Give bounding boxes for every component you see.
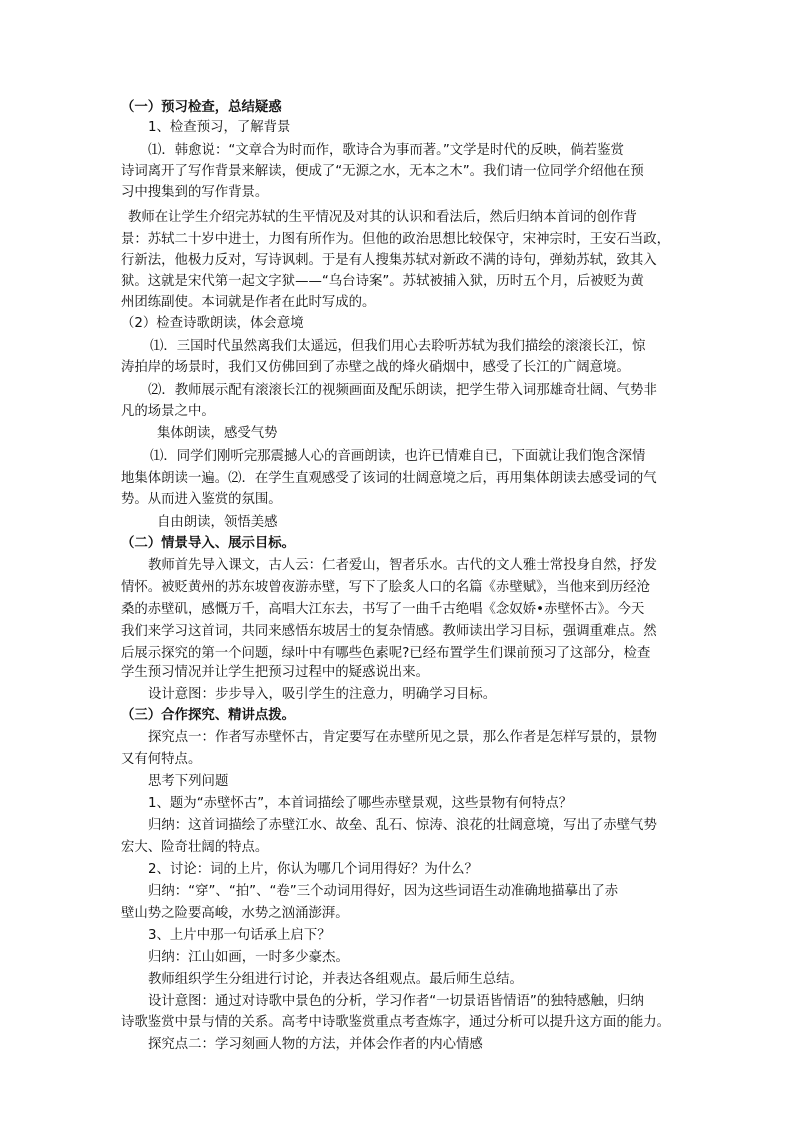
paragraph-line: 教师组织学生分组进行讨论，并表达各组观点。最后师生总结。 [148, 972, 523, 987]
subheading: 1、检查预习，了解背景 [148, 120, 291, 135]
section-heading-1: （一）预习检查，总结疑惑 [121, 100, 282, 115]
paragraph-line: 景：苏轼二十岁中进士，力图有所作为。但他的政治思想比较保守，宋神宗时，王安石当政， [121, 232, 671, 247]
paragraph-line: 凡的场景之中。 [121, 404, 215, 419]
paragraph-line: 我们来学习这首词，共同来感悟东坡居士的复杂情感。教师读出学习目标，强调重难点。然 [121, 624, 657, 639]
subheading: （2）检查诗歌朗读，体会意境 [121, 316, 304, 331]
paragraph-line: 学生预习情况并让学生把预习过程中的疑惑说出来。 [121, 665, 429, 680]
paragraph-line: 设计意图：步步导入，吸引学生的注意力，明确学习目标。 [148, 687, 497, 702]
paragraph-line: 教师首先导入课文，古人云：仁者爱山，智者乐水。古代的文人雅士常投身自然，抒发 [148, 558, 657, 573]
paragraph-line: 地集体朗读一遍。⑵．在学生直观感受了该词的壮阔意境之后，再用集体朗读去感受词的气 [121, 471, 657, 486]
subheading: 集体朗读，感受气势 [157, 426, 278, 441]
paragraph-line: 桑的赤壁矶，感慨万千，高唱大江东去，书写了一曲千古绝唱《念奴娇•赤壁怀古》。今天 [121, 602, 645, 617]
paragraph-line: 涛拍岸的场景时，我们又仿佛回到了赤壁之战的烽火硝烟中，感受了长江的广阔意境。 [121, 360, 630, 375]
paragraph-line: 壁山势之险要高峻，水势之汹涌澎湃。 [121, 906, 349, 921]
paragraph-line: 探究点一：作者写赤壁怀古，肯定要写在赤壁所见之景，那么作者是怎样写景的，景物 [148, 730, 657, 745]
paragraph-line: 习中搜集到的写作背景。 [121, 185, 269, 200]
paragraph-line: 行新法，他极力反对，写诗讽刺。于是有人搜集苏轼对新政不满的诗句，弹劾苏轼，致其入 [121, 253, 657, 268]
paragraph-line: ⑴．韩愈说：“文章合为时而作，歌诗合为事而著。”文学是时代的反映，倘若鉴赏 [148, 143, 624, 158]
section-heading-3: （三）合作探究、精讲点拨。 [121, 708, 296, 723]
paragraph-line: 诗歌鉴赏中景与情的关系。高考中诗歌鉴赏重点考查炼字，通过分析可以提升这方面的能力。 [121, 1015, 671, 1030]
paragraph-line: 情怀。被贬黄州的苏东坡曾夜游赤壁，写下了脍炙人口的名篇《赤壁赋》，当他来到历经沧 [121, 580, 650, 595]
paragraph-line: 州团练副使。本词就是作者在此时写成的。 [121, 295, 376, 310]
paragraph-line: 狱。这就是宋代第一起文字狱——“乌台诗案”。苏轼被捕入狱，历时五个月，后被贬为黄 [121, 274, 644, 289]
paragraph-line: 3、上片中那一句话承上启下？ [148, 928, 331, 943]
paragraph-line: ⑴．同学们刚听完那震撼人心的音画朗读，也许已情难自已，下面就让我们饱含深情 [150, 449, 646, 464]
section-heading-2: （二）情景导入、展示目标。 [121, 536, 296, 551]
paragraph-line: ⑴．三国时代虽然离我们太遥远，但我们用心去聆听苏轼为我们描绘的滚滚长江，惊 [150, 339, 646, 354]
paragraph-line: 宏大、险奇壮阔的特点。 [121, 840, 269, 855]
paragraph-line: ⑵．教师展示配有滚滚长江的视频画面及配乐朗读，把学生带入词那雄奇壮阔、气势非 [148, 383, 657, 398]
paragraph-line: 归纳：江山如画，一时多少豪杰。 [148, 950, 349, 965]
paragraph-line: 2、讨论：词的上片，你认为哪几个词用得好？为什么？ [148, 862, 478, 877]
paragraph-line: 又有何特点。 [121, 752, 202, 767]
paragraph-line: 思考下列问题 [148, 774, 229, 789]
paragraph-line: 设计意图：通过对诗歌中景色的分析，学习作者“一切景语皆情语”的独特感触，归纳 [148, 994, 644, 1009]
paragraph-line: 1、题为“赤壁怀古”，本首词描绘了哪些赤壁景观，这些景物有何特点？ [148, 796, 573, 811]
paragraph-line: 探究点二：学习刻画人物的方法，并体会作者的内心情感 [148, 1037, 483, 1052]
paragraph-line: 归纳：“穿”、“拍”、“卷”三个动词用得好，因为这些词语生动准确地描摹出了赤 [148, 884, 619, 899]
paragraph-line: 诗词离开了写作背景来解读，便成了“无源之水，无本之木”。我们请一位同学介绍他在预 [121, 164, 644, 179]
paragraph-line: 后展示探究的第一个问题，绿叶中有哪些色素呢?已经布置学生们课前预习了这部分，检查 [121, 646, 651, 661]
paragraph-line: 势。从而进入鉴赏的氛围。 [121, 492, 282, 507]
paragraph-line: 教师在让学生介绍完苏轼的生平情况及对其的认识和看法后，然后归纳本首词的创作背 [128, 210, 637, 225]
paragraph-line: 归纳：这首词描绘了赤壁江水、故垒、乱石、惊涛、浪花的壮阔意境，写出了赤壁气势 [148, 818, 657, 833]
subheading: 自由朗读，领悟美感 [157, 515, 278, 530]
